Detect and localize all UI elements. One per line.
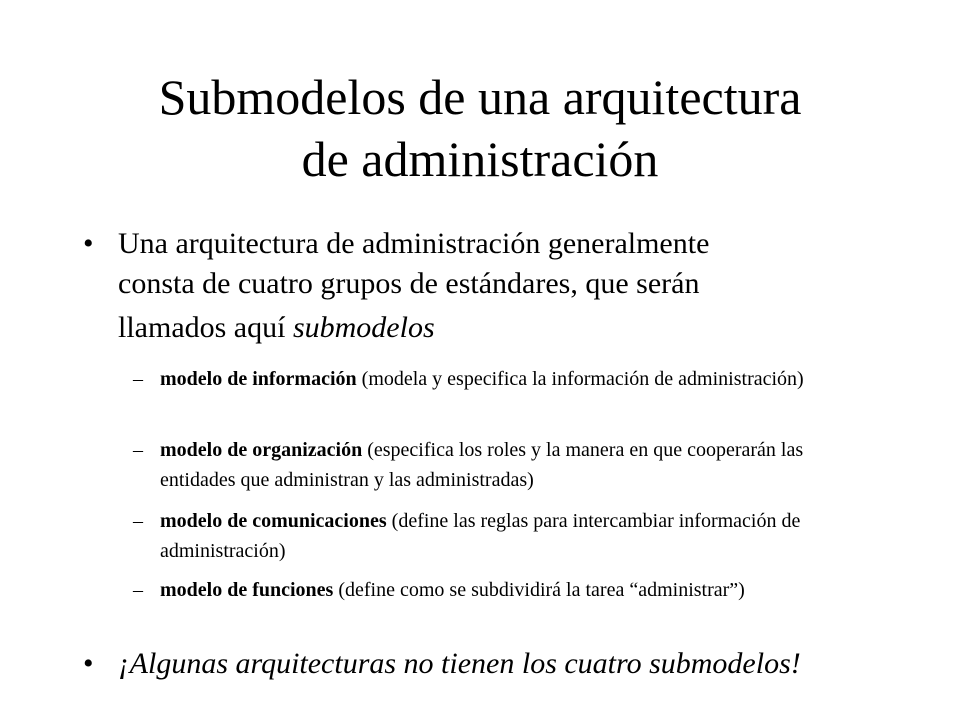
sub-item-marker: –	[133, 368, 143, 390]
bullet-text-line-3	[118, 308, 858, 348]
sub-item-marker: –	[133, 510, 143, 532]
sub-item-description: (modela y especifica la información de administración)	[356, 368, 804, 390]
bullet-text	[118, 224, 858, 348]
sub-item-description: (define las reglas para intercambiar información de administración)	[160, 510, 801, 562]
sub-item-term: modelo de comunicaciones	[160, 510, 387, 532]
bullet-text-line-2: consta de cuatro grupos de estándares, que serán	[118, 267, 700, 300]
sub-item-term: modelo de funciones	[160, 579, 334, 601]
sub-item-term: modelo de información	[160, 368, 357, 390]
sub-item-description: (especifica los roles y la manera en que cooperarán las entidades que administran y las administradas)	[160, 439, 804, 491]
bullet-text-line-1: Una arquitectura de administración generalmente	[118, 227, 710, 260]
sub-item-marker: –	[133, 579, 143, 601]
sub-item-text	[160, 575, 860, 605]
slide-title-line-2: de administración	[301, 131, 659, 187]
sub-item-term: modelo de organización	[160, 439, 363, 461]
slide-title-line-1: Submodelos de una arquitectura	[158, 69, 802, 125]
bullet-text-italic-term: submodelos	[292, 311, 435, 344]
sub-item-text	[160, 435, 860, 495]
bullet-marker: •	[83, 227, 94, 260]
bullet-text: ¡Algunas arquitecturas no tienen los cuatro submodelos!	[118, 647, 801, 680]
sub-item-text	[160, 506, 860, 566]
sub-item-text	[160, 364, 860, 394]
bullet-marker: •	[83, 647, 94, 680]
sub-item-description: (define como se subdividirá la tarea “administrar”)	[333, 579, 745, 601]
sub-item-marker: –	[133, 439, 143, 461]
slide-title	[60, 66, 900, 190]
bullet-text-line-3-prefix: llamados aquí	[118, 311, 293, 344]
